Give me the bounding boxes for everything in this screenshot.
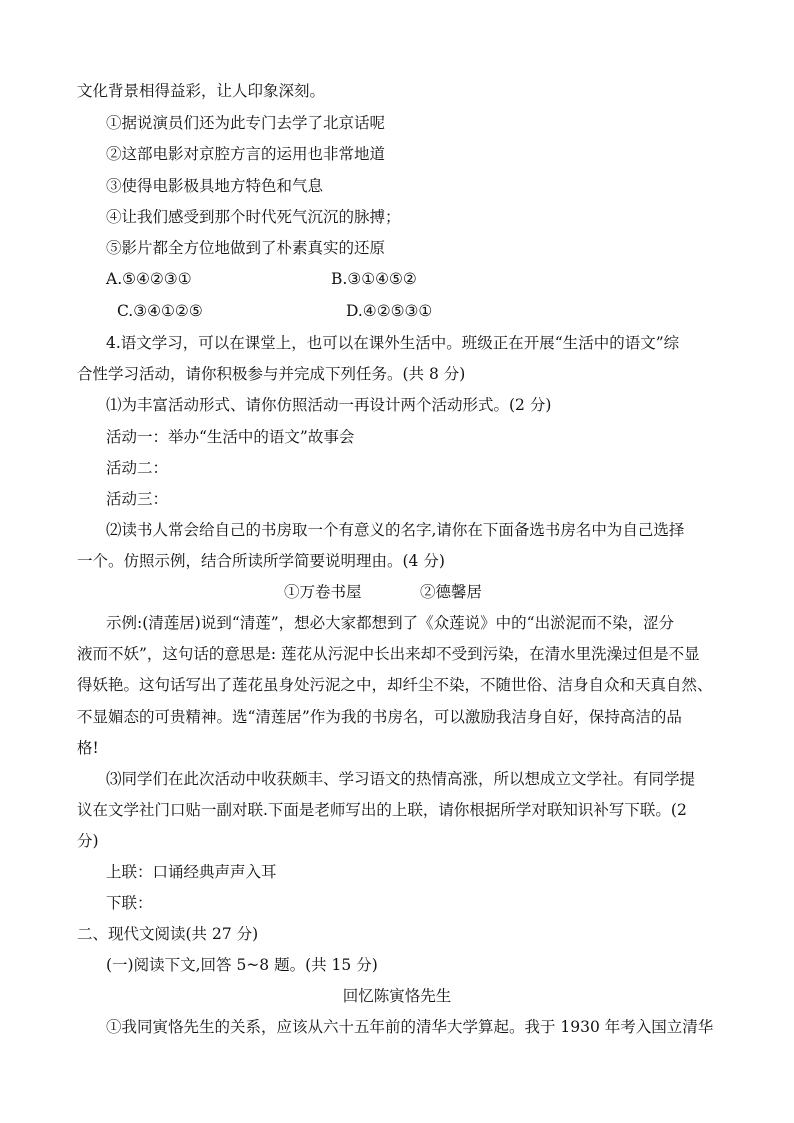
question-4-stem-cont: 合性学习活动，请你积极参与并完成下列任务。(共 8 分) bbox=[77, 365, 466, 383]
question-4-2-cont: 一个。仿照示例，结合所读所学简要说明理由。(4 分) bbox=[77, 552, 445, 570]
question-4-3: ⑶同学们在此次活动中收获颇丰、学习语文的热情高涨，所以想成立文学社。有同学提 bbox=[106, 770, 696, 788]
option-d: D.④②⑤③① bbox=[346, 302, 433, 320]
sentence-1: ①据说演员们还为此专门去学了北京话呢 bbox=[106, 114, 386, 132]
study-name-1: ①万卷书屋 bbox=[284, 583, 362, 601]
activity-3: 活动三： bbox=[106, 490, 169, 508]
activity-1: 活动一：举办“生活中的语文”故事会 bbox=[106, 428, 355, 446]
question-4-1: ⑴为丰富活动形式、请你仿照活动一再设计两个活动形式。(2 分) bbox=[106, 396, 552, 414]
example-line: 示例:(清莲居)说到“清莲”，想必大家都想到了《众莲说》中的“出淤泥而不染，涩分 bbox=[106, 614, 675, 632]
option-a: A.⑤④②③① bbox=[106, 270, 192, 288]
couplet-upper: 上联：口诵经典声声入耳 bbox=[106, 863, 277, 881]
question-4-stem: 4.语文学习，可以在课堂上，也可以在课外生活中。班级正在开展“生活中的语文”综 bbox=[106, 334, 680, 352]
example-line: 格! bbox=[77, 739, 99, 757]
option-c: C.③④①②⑤ bbox=[117, 302, 203, 320]
activity-2: 活动二： bbox=[106, 459, 169, 477]
text-line: 文化背景相得益彩，让人印象深刻。 bbox=[77, 82, 326, 100]
sentence-5: ⑤影片都全方位地做到了朴素真实的还原 bbox=[106, 239, 386, 257]
study-name-2: ②德馨居 bbox=[420, 583, 483, 601]
sentence-4: ④让我们感受到那个时代死气沉沉的脉搏； bbox=[106, 208, 401, 226]
question-4-3-cont: 分) bbox=[77, 832, 99, 850]
article-paragraph: ①我同寅恪先生的关系，应该从六十五年前的清华大学算起。我于 1930 年考入国立清华 bbox=[106, 1018, 714, 1036]
example-line: 液而不妖”，这句话的意思是: 莲花从污泥中长出来却不受到污染，在清水里洗澡过但是不显 bbox=[77, 645, 700, 663]
sentence-2: ②这部电影对京腔方言的运用也非常地道 bbox=[106, 145, 386, 163]
couplet-lower: 下联： bbox=[106, 894, 153, 912]
option-b: B.③①④⑤② bbox=[331, 270, 417, 288]
question-4-3-cont: 议在文学社门口贴一副对联.下面是老师写出的上联，请你根据所学对联知识补写下联。(2 bbox=[77, 801, 687, 819]
example-line: 得妖艳。这句话写出了莲花虽身处污泥之中，却纤尘不染，不随世俗、洁身自众和天真自然、 bbox=[77, 676, 713, 694]
sentence-3: ③使得电影极具地方特色和气息 bbox=[106, 177, 324, 195]
example-line: 不显媚态的可贵精神。选“清莲居”作为我的书房名，可以激励我洁身自好，保持高洁的品 bbox=[77, 708, 682, 726]
question-4-2: ⑵读书人常会给自己的书房取一个有意义的名字,请你在下面备选书房名中为自己选择 bbox=[106, 521, 685, 539]
article-title: 回忆陈寅恪先生 bbox=[342, 987, 452, 1005]
section-heading: 二、现代文阅读(共 27 分) bbox=[77, 925, 259, 943]
subsection-heading: (一)阅读下文,回答 5~8 题。(共 15 分) bbox=[106, 956, 378, 974]
